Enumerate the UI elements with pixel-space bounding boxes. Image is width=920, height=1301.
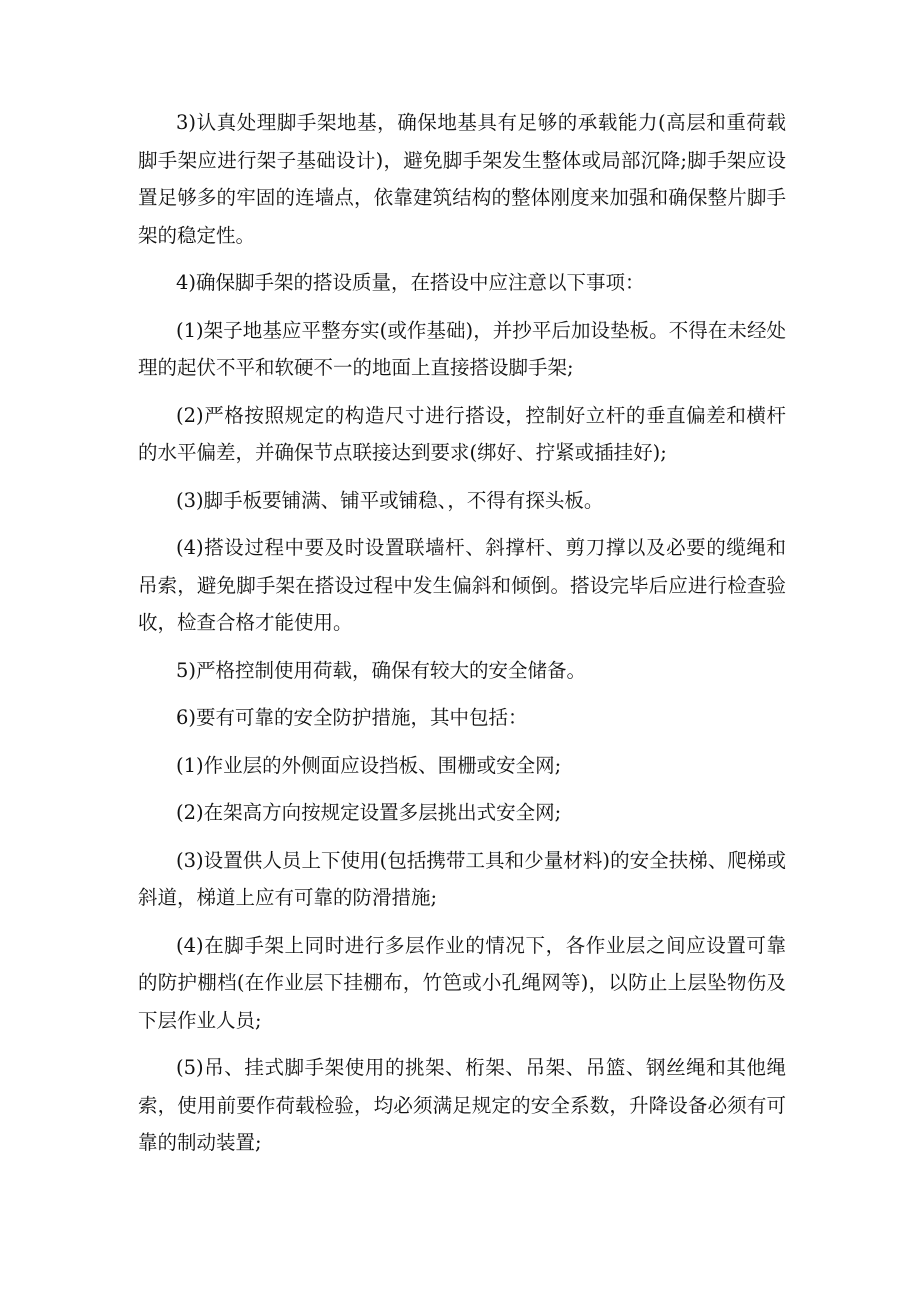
paragraph-5: 5)严格控制使用荷载，确保有较大的安全储备。 — [176, 658, 587, 682]
paragraph-4-item-3: (3)脚手板要铺满、铺平或铺稳、，不得有探头板。 — [176, 488, 604, 512]
paragraph-6-item-1: (1)作业层的外侧面应设挡板、围栅或安全网; — [176, 753, 562, 777]
paragraph-6-item-2: (2)在架高方向按规定设置多层挑出式安全网; — [176, 801, 562, 824]
paragraph-6-item-4: (4)在脚手架上同时进行多层作业的情况下，各作业层之间应设置可靠的防护棚档(在作业层下挂棚布，竹笆或小孔绳网等)，以防止上层坠物伤及下层作业人员; — [138, 933, 786, 1032]
paragraph-4-item-2: (2)严格按照规定的构造尺寸进行搭设，控制好立杆的垂直偏差和横杆的水平偏差，并确保节点联接达到要求(绑好、拧紧或插挂好); — [138, 403, 786, 464]
paragraph-4-item-1: (1)架子地基应平整夯实(或作基础)，并抄平后加设垫板。不得在未经处理的起伏不平和软硬不一的地面上直接搭设脚手架; — [138, 318, 786, 379]
paragraph-4-item-4: (4)搭设过程中要及时设置联墙杆、斜撑杆、剪刀撑以及必要的缆绳和吊索，避免脚手架在搭设过程中发生偏斜和倾倒。搭设完毕后应进行检查验收，检查合格才能使用。 — [138, 536, 786, 634]
paragraph-6-item-5: (5)吊、挂式脚手架使用的挑架、桁架、吊架、吊篮、钢丝绳和其他绳索，使用前要作荷载检验，均必须满足规定的安全系数，升降设备必须有可靠的制动装置; — [138, 1056, 786, 1154]
paragraph-4: 4)确保脚手架的搭设质量，在搭设中应注意以下事项： — [176, 271, 645, 294]
paragraph-6: 6)要有可靠的安全防护措施，其中包括： — [176, 706, 528, 729]
document-body — [138, 104, 786, 1172]
paragraph-3: 3)认真处理脚手架地基，确保地基具有足够的承载能力(高层和重荷载脚手架应进行架子基础设计)，避免脚手架发生整体或局部沉降;脚手架应设置足够多的牢固的连墙点，依靠建筑结构的整体刚度来加强和确保整片脚手架的稳定性。 — [138, 111, 786, 247]
paragraph-6-item-3: (3)设置供人员上下使用(包括携带工具和少量材料)的安全扶梯、爬梯或斜道，梯道上应有可靠的防滑措施; — [138, 848, 786, 909]
